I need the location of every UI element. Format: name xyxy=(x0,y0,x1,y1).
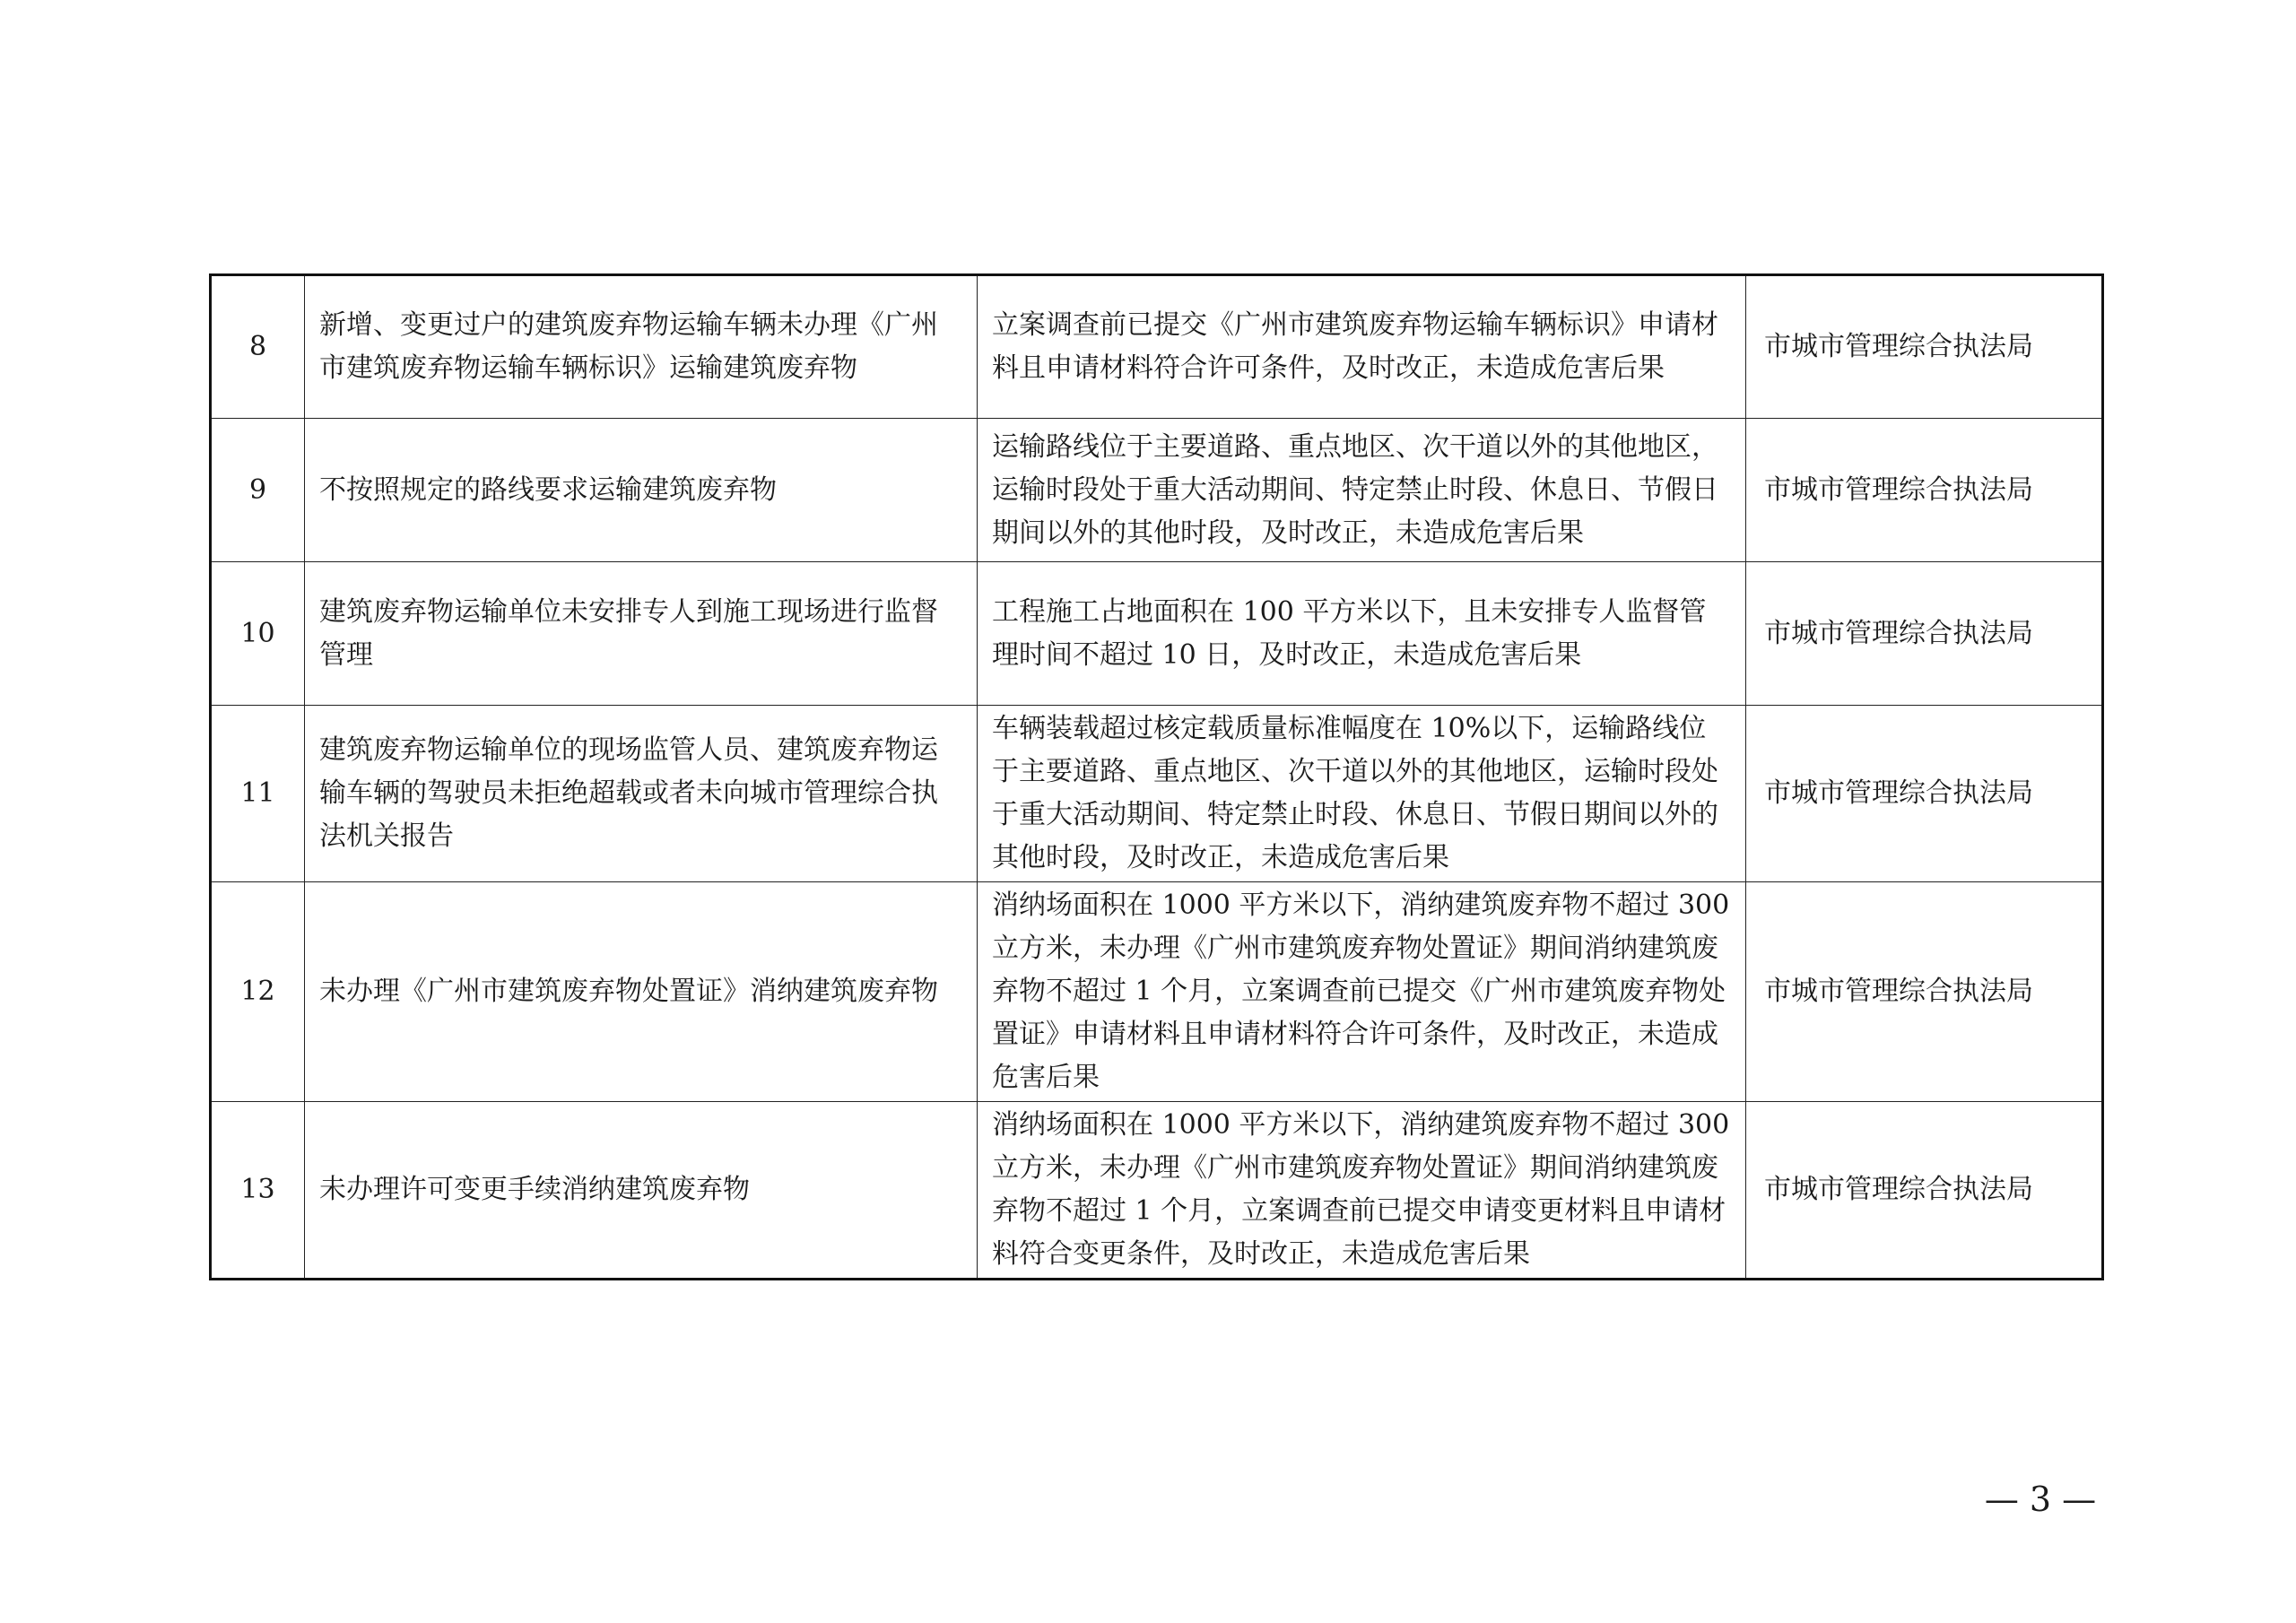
row-number: 10 xyxy=(211,562,305,706)
row-number: 13 xyxy=(211,1102,305,1280)
violation-text: 不按照规定的路线要求运输建筑废弃物 xyxy=(305,419,978,562)
violation-text: 新增、变更过户的建筑废弃物运输车辆未办理《广州市建筑废弃物运输车辆标识》运输建筑废弃物 xyxy=(305,275,978,419)
condition-text: 工程施工占地面积在 100 平方米以下，且未安排专人监督管理时间不超过 10 日，及时改正，未造成危害后果 xyxy=(978,562,1746,706)
table-row xyxy=(211,275,2103,419)
row-number: 9 xyxy=(211,419,305,562)
department-text: 市城市管理综合执法局 xyxy=(1746,275,2103,419)
condition-text: 消纳场面积在 1000 平方米以下，消纳建筑废弃物不超过 300 立方米，未办理《广州市建筑废弃物处置证》期间消纳建筑废弃物不超过 1 个月，立案调查前已提交《广州市建筑废弃物处置证》申请材料且申请材料符合许可条件，及时改正，未造成危害后果 xyxy=(978,882,1746,1102)
table-row xyxy=(211,706,2103,882)
violation-text: 未办理许可变更手续消纳建筑废弃物 xyxy=(305,1102,978,1280)
table-row xyxy=(211,882,2103,1102)
row-number: 8 xyxy=(211,275,305,419)
department-text: 市城市管理综合执法局 xyxy=(1746,1102,2103,1280)
condition-text: 运输路线位于主要道路、重点地区、次干道以外的其他地区，运输时段处于重大活动期间、特定禁止时段、休息日、节假日期间以外的其他时段，及时改正，未造成危害后果 xyxy=(978,419,1746,562)
condition-text: 车辆装载超过核定载质量标准幅度在 10%以下，运输路线位于主要道路、重点地区、次干道以外的其他地区，运输时段处于重大活动期间、特定禁止时段、休息日、节假日期间以外的其他时段，及时改正，未造成危害后果 xyxy=(978,706,1746,882)
department-text: 市城市管理综合执法局 xyxy=(1746,706,2103,882)
department-text: 市城市管理综合执法局 xyxy=(1746,562,2103,706)
table-row xyxy=(211,562,2103,706)
violations-table xyxy=(209,273,2104,1280)
row-number: 12 xyxy=(211,882,305,1102)
violation-text: 建筑废弃物运输单位的现场监管人员、建筑废弃物运输车辆的驾驶员未拒绝超载或者未向城市管理综合执法机关报告 xyxy=(305,706,978,882)
condition-text: 消纳场面积在 1000 平方米以下，消纳建筑废弃物不超过 300 立方米，未办理《广州市建筑废弃物处置证》期间消纳建筑废弃物不超过 1 个月，立案调查前已提交申请变更材料且申请材料符合变更条件，及时改正，未造成危害后果 xyxy=(978,1102,1746,1280)
violation-text: 未办理《广州市建筑废弃物处置证》消纳建筑废弃物 xyxy=(305,882,978,1102)
row-number: 11 xyxy=(211,706,305,882)
table-row xyxy=(211,419,2103,562)
page-number: — 3 — xyxy=(1984,1480,2097,1519)
department-text: 市城市管理综合执法局 xyxy=(1746,419,2103,562)
violation-text: 建筑废弃物运输单位未安排专人到施工现场进行监督管理 xyxy=(305,562,978,706)
condition-text: 立案调查前已提交《广州市建筑废弃物运输车辆标识》申请材料且申请材料符合许可条件，及时改正，未造成危害后果 xyxy=(978,275,1746,419)
department-text: 市城市管理综合执法局 xyxy=(1746,882,2103,1102)
table-row xyxy=(211,1102,2103,1280)
